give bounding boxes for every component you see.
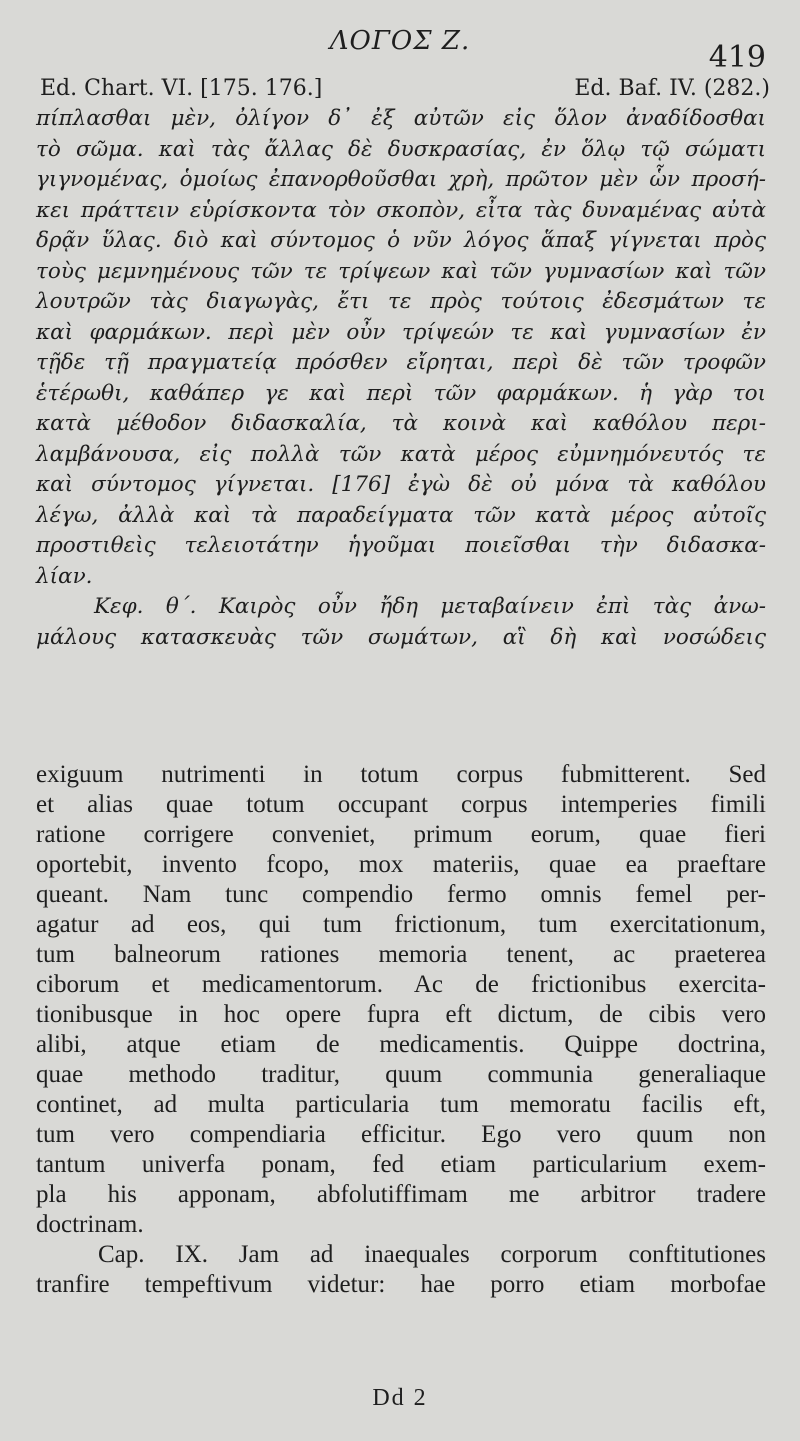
greek-line: λουτρῶν τὰς διαγωγὰς, ἔτι τε πρὸς τούτοις ἐδεσμάτων τε bbox=[36, 289, 766, 314]
greek-line: κατὰ μέθοδον διδασκαλία, τὰ κοινὰ καὶ καθόλου περι- bbox=[36, 411, 766, 436]
latin-line: ratione corrigere conveniet, primum eorum, quae fieri bbox=[36, 821, 766, 848]
latin-line: pla his apponam, abfolutiffimam me arbitror tradere bbox=[36, 1181, 766, 1208]
greek-chapter-line: μάλους κατασκευὰς τῶν σωμάτων, αἳ δὴ καὶ νοσώδεις bbox=[36, 624, 766, 650]
greek-line: δρᾷν ὕλας. διὸ καὶ σύντομος ὁ νῦν λόγος ἅπαξ γίγνεται πρὸς bbox=[36, 228, 766, 253]
edition-reference-left: Ed. Chart. VI. [175. 176.] bbox=[40, 76, 323, 101]
greek-line: λίαν. bbox=[36, 563, 93, 589]
greek-line: λέγω, ἀλλὰ καὶ τὰ παραδείγματα τῶν κατὰ μέρος αὐτοῖς bbox=[36, 502, 766, 528]
greek-line: προστιθεὶς τελειοτάτην ἡγοῦμαι ποιεῖσθαι τὴν διδασκα- bbox=[36, 533, 766, 558]
greek-line: ἑτέρωθι, καθάπερ γε καὶ περὶ τῶν φαρμάκων. ἡ γὰρ τοι bbox=[36, 380, 766, 406]
edition-reference-right: Ed. Baf. IV. (282.) bbox=[574, 76, 770, 101]
greek-line: κει πράττειν εὑρίσκοντα τὸν σκοπὸν, εἶτα τὰς δυναμένας αὐτὰ bbox=[36, 197, 766, 223]
latin-line: continet, ad multa particularia tum memoratu facilis eft, bbox=[36, 1091, 766, 1118]
greek-line: λαμβάνουσα, εἰς πολλὰ τῶν κατὰ μέρος εὐμνημόνευτός τε bbox=[36, 441, 766, 467]
running-head-title: ΛΟΓΟΣ Ζ. bbox=[329, 26, 471, 56]
latin-line: alibi, atque etiam de medicamentis. Quippe doctrina, bbox=[36, 1031, 766, 1058]
greek-line: καὶ φαρμάκων. περὶ μὲν οὖν τρίψεών τε καὶ γυμνασίων ἐν bbox=[36, 319, 766, 345]
page-number: 419 bbox=[708, 40, 766, 75]
latin-line: tionibusque in hoc opere fupra eft dictum, de cibis vero bbox=[36, 1001, 766, 1028]
latin-text-block bbox=[36, 760, 766, 1300]
latin-chapter-line: tranfire tempeftivum videtur: hae porro etiam morbofae bbox=[36, 1271, 766, 1298]
latin-line: queant. Nam tunc compendio fermo omnis femel per- bbox=[36, 881, 766, 908]
latin-line: tum vero compendiaria efficitur. Ego vero quum non bbox=[36, 1121, 766, 1148]
latin-line: agatur ad eos, qui tum frictionum, tum exercitationum, bbox=[36, 911, 766, 938]
greek-line: τοὺς μεμνημένους τῶν τε τρίψεων καὶ τῶν γυμνασίων καὶ τῶν bbox=[36, 258, 766, 284]
latin-line: exiguum nutrimenti in totum corpus fubmitterent. Sed bbox=[36, 761, 766, 788]
latin-chapter-heading-line: Cap. IX. Jam ad inaequales corporum conftitutiones bbox=[98, 1241, 766, 1268]
latin-line: ciborum et medicamentorum. Ac de frictionibus exercita- bbox=[36, 971, 766, 998]
latin-line: et alias quae totum occupant corpus intemperies fimili bbox=[36, 791, 766, 818]
signature-mark: Dd 2 bbox=[372, 1385, 428, 1411]
greek-text-block bbox=[36, 104, 766, 653]
latin-line: doctrinam. bbox=[36, 1211, 144, 1238]
greek-line: τὸ σῶμα. καὶ τὰς ἄλλας δὲ δυσκρασίας, ἐν ὅλῳ τῷ σώματι bbox=[36, 136, 766, 162]
latin-line: oportebit, invento fcopo, mox materiis, quae ea praeftare bbox=[36, 851, 766, 878]
latin-line: quae methodo traditur, quum communia generaliaque bbox=[36, 1061, 766, 1088]
latin-line: tantum univerfa ponam, fed etiam particularium exem- bbox=[36, 1151, 766, 1178]
greek-line: καὶ σύντομος γίγνεται. [176] ἐγὼ δὲ οὐ μόνα τὰ καθόλου bbox=[36, 472, 766, 497]
latin-line: tum balneorum rationes memoria tenent, ac praeterea bbox=[36, 941, 766, 968]
greek-line: τῇδε τῇ πραγματείᾳ πρόσθεν εἴρηται, περὶ δὲ τῶν τροφῶν bbox=[36, 350, 766, 375]
greek-chapter-heading-line: Κεφ. θ΄. Καιρὸς οὖν ἤδη μεταβαίνειν ἐπὶ τὰς ἀνω- bbox=[94, 594, 766, 619]
greek-line: πίπλασθαι μὲν, ὀλίγον δ᾿ ἐξ αὐτῶν εἰς ὅλον ἀναδίδοσθαι bbox=[36, 106, 766, 131]
greek-line: γιγνομένας, ὁμοίως ἐπανορθοῦσθαι χρὴ, πρῶτον μὲν ὧν προσή- bbox=[36, 167, 766, 192]
